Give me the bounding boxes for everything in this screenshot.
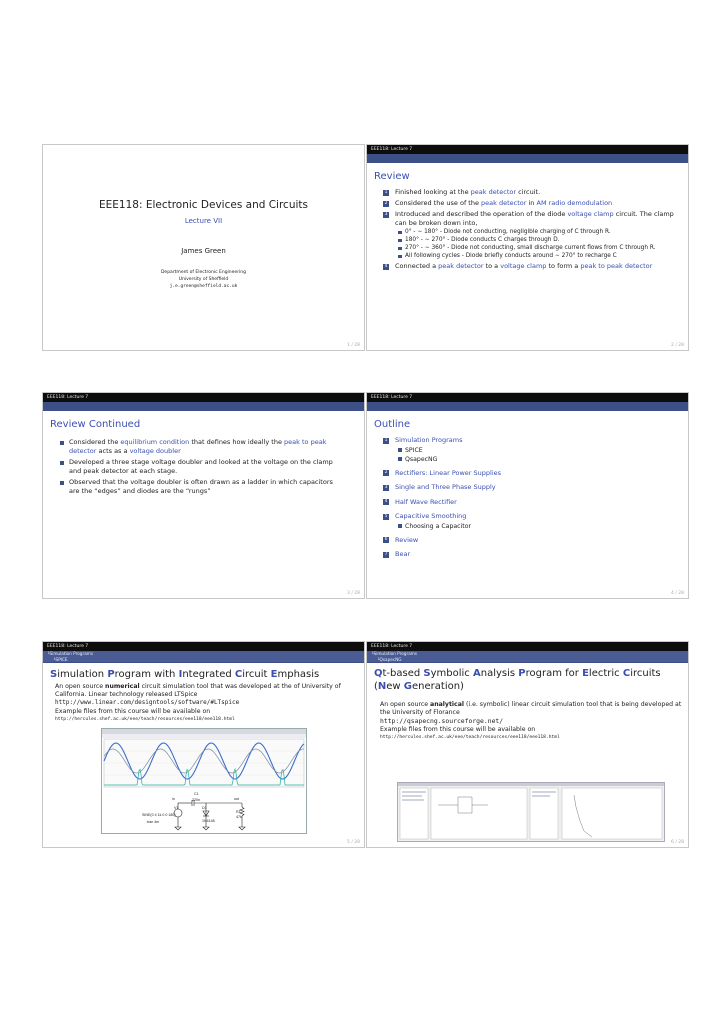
examples-url[interactable]: http://hercules.shef.ac.uk/eee/teach/resources/eee118/eee118.html — [380, 734, 560, 740]
ltspice-url[interactable]: http://www.linear.com/designtools/software/#LTspice — [55, 699, 240, 707]
c1-value: 220n — [192, 798, 200, 802]
header-bar — [367, 154, 688, 163]
breadcrumb: └Simulation Programs — [367, 651, 688, 657]
header-bar — [367, 651, 688, 663]
slide-title: Review Continued — [50, 419, 141, 430]
tran-command: .tran 4m — [146, 820, 160, 824]
breadcrumb: └Simulation Programs — [43, 651, 364, 657]
slide-header: EEE118: Lecture 7 — [43, 642, 364, 651]
sub-list — [395, 228, 680, 260]
outline-item[interactable]: 2 Rectifiers: Linear Power Supplies — [384, 468, 502, 477]
outline-item[interactable]: 7 Bear — [384, 550, 411, 558]
bullet-list — [43, 438, 364, 496]
slide-review-continued — [42, 392, 365, 599]
description: An open source numerical circuit simulation tool that was developed at the of University of California. Linear technology released LTSpice — [55, 683, 341, 699]
header-bar — [43, 651, 364, 663]
page-number: 4 / 28 — [671, 591, 684, 596]
slide-title: Review — [374, 171, 410, 182]
example-note: Example files from this course will be available on — [380, 725, 536, 733]
slide-qsapecng — [366, 641, 689, 848]
slide-body — [367, 693, 688, 742]
sub-list — [395, 522, 680, 531]
outline-list — [367, 436, 688, 560]
ltspice-window — [102, 729, 306, 833]
qsapecng-url[interactable]: http://qsapecng.sourceforge.net/ — [380, 717, 504, 726]
outline-item[interactable]: 6 Review — [384, 535, 419, 544]
slide-title: Qt-based Symbolic Analysis Program for Electric Circuits (New Generation) — [374, 668, 661, 692]
email: j.e.green@sheffield.ac.uk — [169, 284, 238, 289]
list-item: 3 Introduced and described the operation of the diode voltage clamp circuit. The clamp can be broken down into, 0° - ∼ 180° - Diode not conducting, negligible charging of C through R. 180° - ∼ 270° - Diode conducts C charges through D. 270° - ∼ 360° - Diode not conducting, small discharge current flows from C through R. All following cycles - Diode briefly conducts around ∼ 270° to recharge C — [395, 210, 680, 260]
outline-item[interactable]: 3 Single and Three Phase Supply — [384, 483, 496, 491]
r1-label: R1 — [236, 810, 241, 814]
node-in: in — [172, 797, 175, 801]
description: An open source analytical (i.e. symbolic) linear circuit simulation tool that is being developed at the University of Florance — [380, 701, 682, 717]
author-name: James Green — [181, 247, 226, 255]
header-bar — [43, 402, 364, 411]
sub-item: 0° - ∼ 180° - Diode not conducting, negligible charging of C through R. — [405, 228, 680, 236]
affiliation — [43, 269, 364, 290]
page-number: 2 / 28 — [671, 343, 684, 348]
c1-label: C1 — [194, 792, 199, 796]
sub-item[interactable]: QsapecNG — [405, 455, 680, 464]
page-number: 1 / 28 — [347, 343, 360, 348]
outline-item[interactable]: 4 Half Wave Rectifier — [384, 497, 457, 506]
slide-header: EEE118: Lecture 7 — [367, 393, 688, 402]
breadcrumb-sub: └SPICE — [43, 657, 364, 663]
breadcrumb-sub: └QsapecNG — [367, 657, 688, 663]
sub-item[interactable]: Choosing a Capacitor — [405, 522, 680, 531]
qsapecng-window — [398, 783, 664, 841]
header-bar — [367, 402, 688, 411]
presentation-title: EEE118: Electronic Devices and Circuits — [99, 199, 308, 211]
examples-url[interactable]: http://hercules.shef.ac.uk/eee/teach/resources/eee118/eee118.html — [55, 716, 235, 722]
slide-outline — [366, 392, 689, 599]
d1-label: D1 — [202, 806, 207, 810]
outline-item[interactable]: 5 Capacitive Smoothing Choosing a Capacitor — [395, 512, 680, 531]
qsapecng-screenshot — [397, 782, 665, 842]
slide-title: Outline — [374, 419, 411, 430]
page-number: 5 / 28 — [347, 840, 360, 845]
list-item: Developed a three stage voltage doubler and looked at the voltage on the clamp and peak detector at each stage. — [69, 458, 340, 476]
page-number: 6 / 28 — [671, 840, 684, 845]
slide-review — [366, 144, 689, 351]
example-note: Example files from this course will be available on — [55, 707, 211, 715]
diode-model: 1N4148 — [202, 819, 215, 823]
department: Department of Electronic Engineering — [160, 270, 247, 275]
list-item: 2 Considered the use of the peak detector in AM radio demodulation — [384, 199, 613, 207]
sub-item: 180° - ∼ 270° - Diode conducts C charges through D. — [405, 236, 680, 244]
v1-label: V1 — [174, 806, 179, 810]
lecture-number: Lecture VII — [184, 217, 223, 225]
sub-item: 270° - ∼ 360° - Diode not conducting, small discharge current flows from C through R. — [405, 244, 680, 252]
list-item: 4 Connected a peak detector to a voltage clamp to form a peak to peak detector — [384, 262, 653, 270]
list-item: Considered the equilibrium condition that defines how ideally the peak to peak detector acts as a voltage doubler — [69, 438, 340, 456]
sub-item[interactable]: SPICE — [405, 446, 680, 455]
slide-spice — [42, 641, 365, 848]
slide-header: EEE118: Lecture 7 — [367, 642, 688, 651]
slide-body — [43, 680, 364, 724]
list-item: 1 Finished looking at the peak detector circuit. — [384, 188, 541, 196]
slide-title: Simulation Program with Integrated Circuit Emphasis — [50, 669, 320, 680]
slide-header: EEE118: Lecture 7 — [367, 145, 688, 154]
source-value: SINE(0 4 1k 0 0 180) — [142, 813, 176, 817]
ltspice-screenshot — [101, 728, 307, 834]
node-out: out — [234, 797, 239, 801]
r1-value: 47k — [236, 815, 242, 819]
outline-item[interactable]: 1 Simulation Programs SPICE QsapecNG — [395, 436, 680, 464]
page-number: 3 / 28 — [347, 591, 360, 596]
list-item: Observed that the voltage doubler is often drawn as a ladder in which capacitors are the “edges” and diodes are the “rungs” — [69, 478, 340, 496]
university: University of Sheffield — [178, 277, 229, 282]
sub-list — [395, 446, 680, 464]
review-list — [367, 188, 688, 271]
sub-item: All following cycles - Diode briefly conducts around ∼ 270° to recharge C — [405, 252, 680, 260]
slide-header: EEE118: Lecture 7 — [43, 393, 364, 402]
slide-title — [42, 144, 365, 351]
